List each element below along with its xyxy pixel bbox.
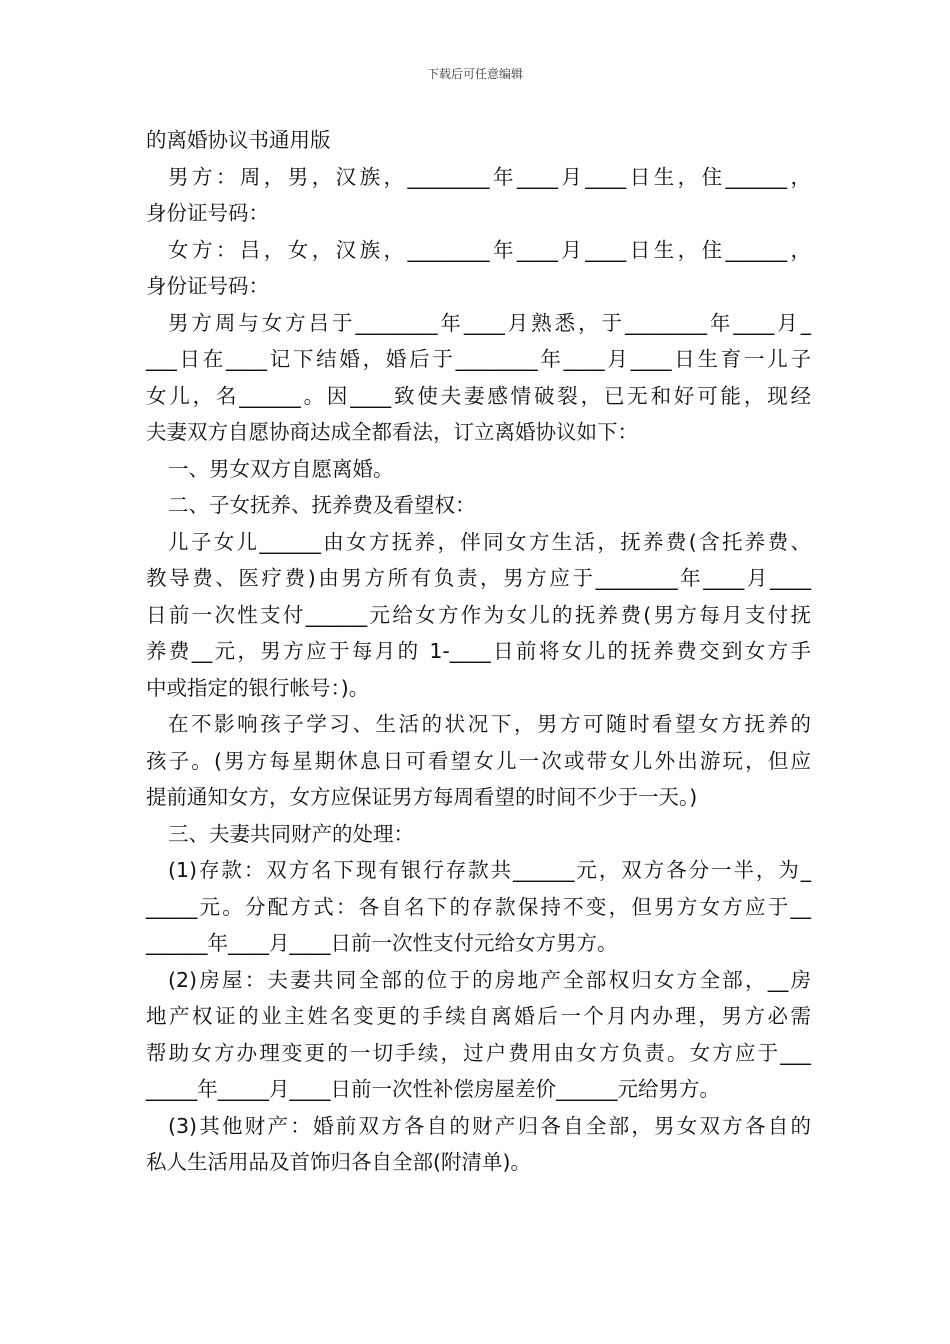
header-text: 下载后可任意编辑 — [426, 67, 523, 81]
text-line: _____元。分配方式：各自名下的存款保持不变，但男方女方应于__ — [146, 894, 811, 919]
text-line: 身份证号码： — [146, 274, 269, 298]
text-line: 教导费、医疗费)由男方所有负责，男方应于________年____月____ — [146, 566, 811, 590]
document-title: 的离婚协议书通用版 — [146, 128, 331, 152]
text-line: (3)其他财产：婚前双方各自的财产归各自全部，男女双方各自的 — [168, 1113, 811, 1138]
text-line: 儿子女儿______由女方抚养，伴同女方生活，抚养费(含托养费、 — [168, 529, 811, 554]
text-line: 身份证号码： — [146, 201, 269, 225]
text-line: 提前通知女方，女方应保证男方每周看望的时间不少于一天。) — [146, 785, 698, 809]
text-line: 养费__元，男方应于每月的 1-____日前将女儿的抚养费交到女方手 — [146, 639, 811, 663]
text-line: 男方周与女方吕于________年____月熟悉，于________年____月_ — [168, 310, 811, 335]
text-line: 夫妻双方自愿协商达成全都看法，订立离婚协议如下： — [146, 420, 638, 444]
text-line: 地产权证的业主姓名变更的手续自离婚后一个月内办理，男方必需 — [146, 1004, 811, 1028]
text-line: 男方：周，男，汉族，________年____月____日生，住______， — [168, 164, 811, 189]
text-line: 帮助女方办理变更的一切手续，过户费用由女方负责。女方应于___ — [146, 1040, 811, 1065]
section-heading: 一、男女双方自愿离婚。 — [168, 456, 394, 481]
text-line: _____年_____月____日前一次性补偿房屋差价______元给男方。 — [146, 1077, 720, 1101]
text-line: 中或指定的银行帐号：)。 — [146, 675, 370, 700]
text-line: ___日在____记下结婚，婚后于________年____月____日生育一儿子 — [146, 347, 811, 371]
text-line: 女儿，名______。因____致使夫妻感情破裂，已无和好可能，现经 — [146, 383, 811, 408]
text-line: 孩子。(男方每星期休息日可看望女儿一次或带女儿外出游玩，但应 — [146, 748, 811, 773]
text-line: 在不影响孩子学习、生活的状况下，男方可随时看望女方抚养的 — [168, 712, 811, 736]
text-line: 女方：吕，女，汉族，________年____月____日生，住______， — [168, 237, 811, 262]
text-line: ______年____月____日前一次性支付元给女方男方。 — [146, 931, 618, 955]
section-heading: 三、夫妻共同财产的处理： — [168, 821, 414, 846]
text-line: 日前一次性支付______元给女方作为女儿的抚养费(男方每月支付抚 — [146, 602, 811, 627]
page-header — [0, 66, 950, 82]
document-body — [146, 122, 811, 1181]
text-line: (1)存款：双方名下现有银行存款共______元，双方各分一半，为_ — [168, 858, 811, 882]
text-line: (2)房屋：夫妻共同全部的位于的房地产全部权归女方全部，__房 — [168, 967, 811, 992]
text-line: 私人生活用品及首饰归各自全部(附清单)。 — [146, 1150, 531, 1174]
section-heading: 二、子女抚养、抚养费及看望权： — [168, 493, 476, 517]
